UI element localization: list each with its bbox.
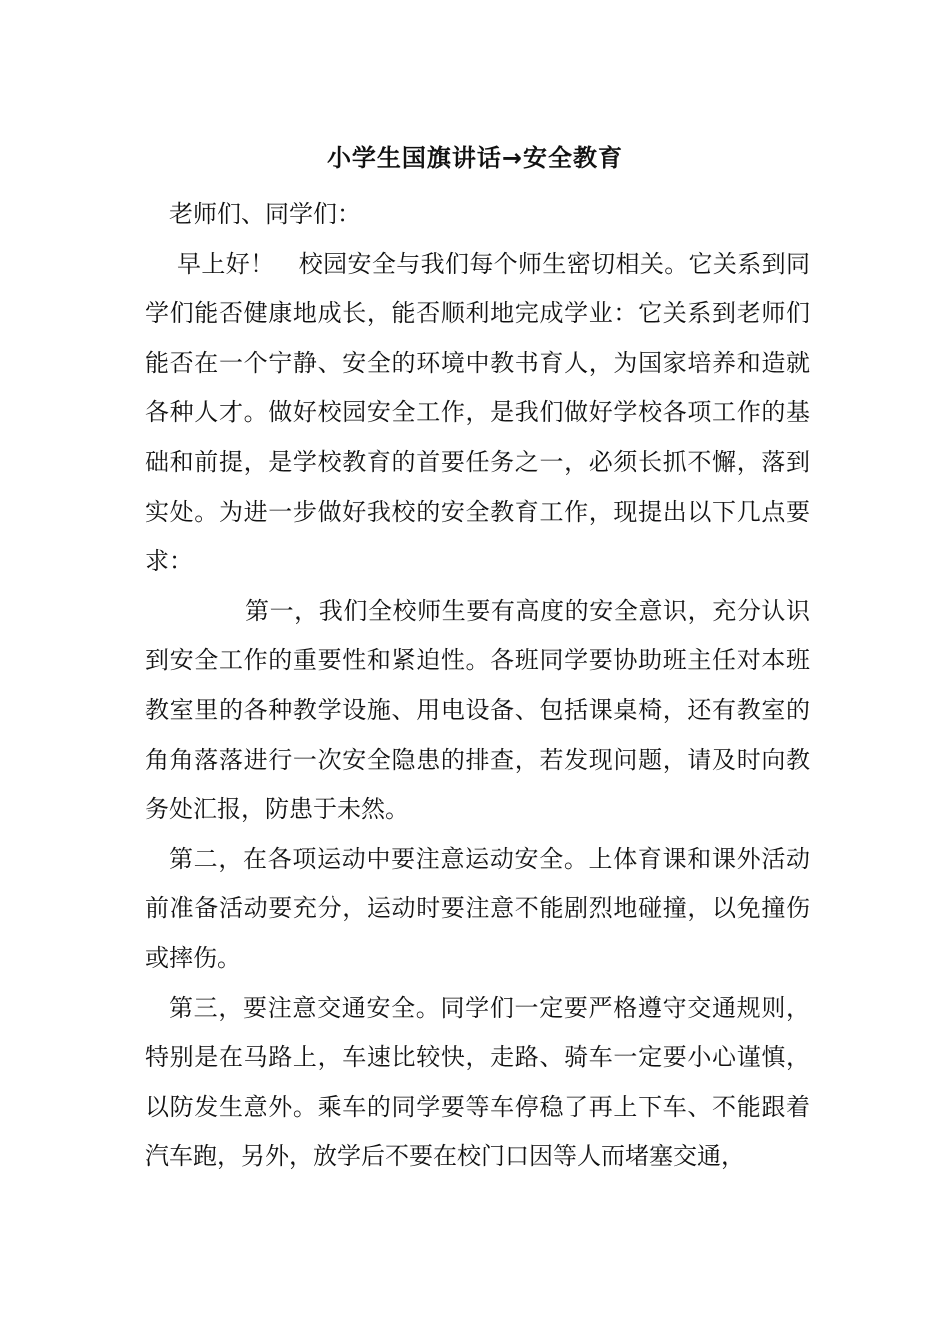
paragraph-second-point: 第二，在各项运动中要注意运动安全。上体育课和课外活动前准备活动要充分，运动时要注意不能剧烈地碰撞，以免撞伤或摔伤。 [145, 844, 810, 972]
paragraph-third-point: 第三，要注意交通安全。同学们一定要严格遵守交通规则，特别是在马路上，车速比较快，走路、骑车一定要小心谨慎，以防发生意外。乘车的同学要等车停稳了再上下车、不能跟着汽车跑，另外，放学后不要在校门口因等人而堵塞交通， [145, 993, 810, 1171]
paragraph-intro: 早上好！ 校园安全与我们每个师生密切相关。它关系到同学们能否健康地成长，能否顺利地完成学业：它关系到老师们能否在一个宁静、安全的环境中教书育人，为国家培养和造就各种人才。做好校园安全工作，是我们做好学校各项工作的基础和前提，是学校教育的首要任务之一，必须长抓不懈，落到实处。为进一步做好我校的安全教育工作，现提出以下几点要求： [145, 249, 810, 576]
document-title: 小学生国旗讲话→安全教育 [326, 144, 624, 172]
salutation: 老师们、同学们： [169, 200, 361, 228]
document-body [145, 190, 810, 1182]
paragraph-first-point: 第一，我们全校师生要有高度的安全意识，充分认识到安全工作的重要性和紧迫性。各班同学要协助班主任对本班教室里的各种教学设施、用电设备、包括课桌椅，还有教室的角角落落进行一次安全隐患的排查，若发现问题，请及时向教务处汇报，防患于未然。 [145, 596, 810, 824]
